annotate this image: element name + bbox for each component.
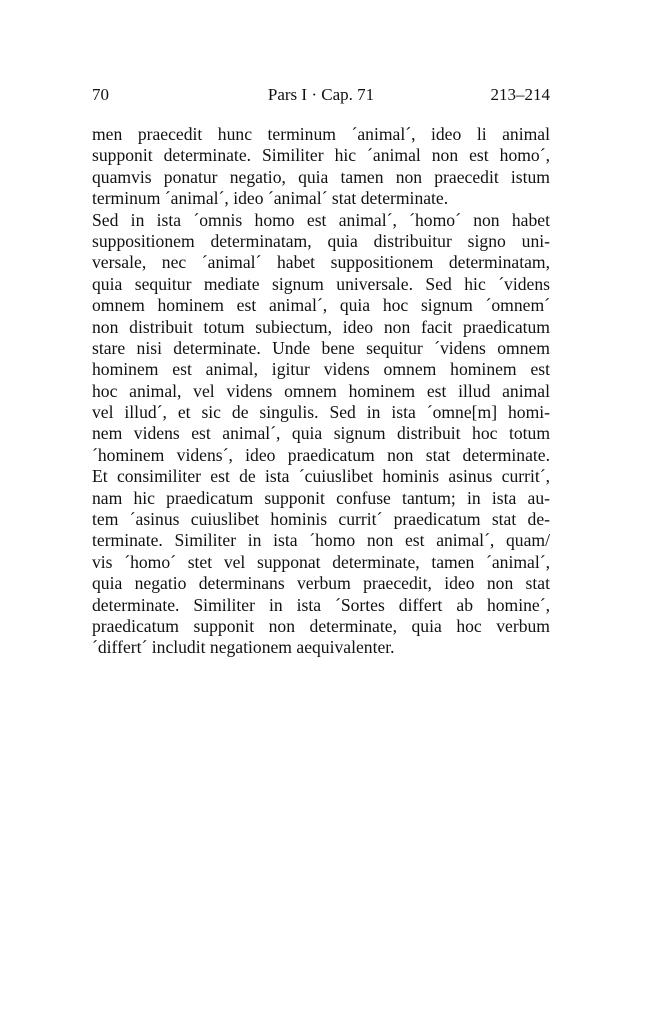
text-line: supponit determinate. Similiter hic ´animal non est homo´, bbox=[92, 145, 550, 166]
text-line: quia sequitur mediate signum universale. Sed hic ´videns bbox=[92, 273, 550, 294]
running-head bbox=[92, 82, 550, 108]
page-number: 70 bbox=[92, 85, 109, 104]
text-line: suppositionem determinatam, quia distribuitur signo uni- bbox=[92, 230, 550, 251]
text-line: stare nisi determinate. Unde bene sequitur ´videns omnem bbox=[92, 337, 550, 358]
text-line: terminate. Similiter in ista ´homo non est animal´, quam/ bbox=[92, 530, 550, 551]
text-line: omnem hominem est animal´, quia hoc signum ´omnem´ bbox=[92, 295, 550, 316]
text-line: tem ´asinus cuiuslibet hominis currit´ praedicatum stat de- bbox=[92, 509, 550, 530]
text-line: nam hic praedicatum supponit confuse tantum; in ista au- bbox=[92, 487, 550, 508]
text-line: determinate. Similiter in ista ´Sortes differt ab homine´, bbox=[92, 594, 550, 615]
text-line: hominem est animal, igitur videns omnem hominem est bbox=[92, 359, 550, 380]
text-line: ´hominem videns´, ideo praedicatum non stat determinate. bbox=[92, 444, 550, 465]
section-range: 213–214 bbox=[490, 85, 550, 104]
text-line: versale, nec ´animal´ habet suppositionem determinatam, bbox=[92, 252, 550, 273]
text-line: Et consimiliter est de ista ´cuiuslibet hominis asinus currit´, bbox=[92, 466, 550, 487]
text-line: terminum ´animal´, ideo ´animal´ stat determinate. bbox=[92, 188, 449, 209]
text-line: vel illud´, et sic de singulis. Sed in ista ´omne[m] homi- bbox=[92, 402, 550, 423]
text-line: nem videns est animal´, quia signum distribuit hoc totum bbox=[92, 423, 550, 444]
text-line: vis ´homo´ stet vel supponat determinate, tamen ´animal´, bbox=[92, 551, 550, 572]
text-line: praedicatum supponit non determinate, quia hoc verbum bbox=[92, 615, 550, 636]
text-line: Sed in ista ´omnis homo est animal´, ´homo´ non habet bbox=[92, 209, 550, 230]
body-text bbox=[92, 124, 550, 659]
text-line: men praecedit hunc terminum ´animal´, ideo li animal bbox=[92, 124, 550, 144]
running-title: Pars I · Cap. 71 bbox=[267, 85, 375, 104]
text-line: quia negatio determinans verbum praecedit, ideo non stat bbox=[92, 573, 550, 594]
text-line: hoc animal, vel videns omnem hominem est illud animal bbox=[92, 380, 550, 401]
text-line: quamvis ponatur negatio, quia tamen non praecedit istum bbox=[92, 166, 550, 187]
text-line: ´differt´ includit negationem aequivalenter. bbox=[92, 637, 395, 658]
text-line: non distribuit totum subiectum, ideo non facit praedicatum bbox=[92, 316, 550, 337]
